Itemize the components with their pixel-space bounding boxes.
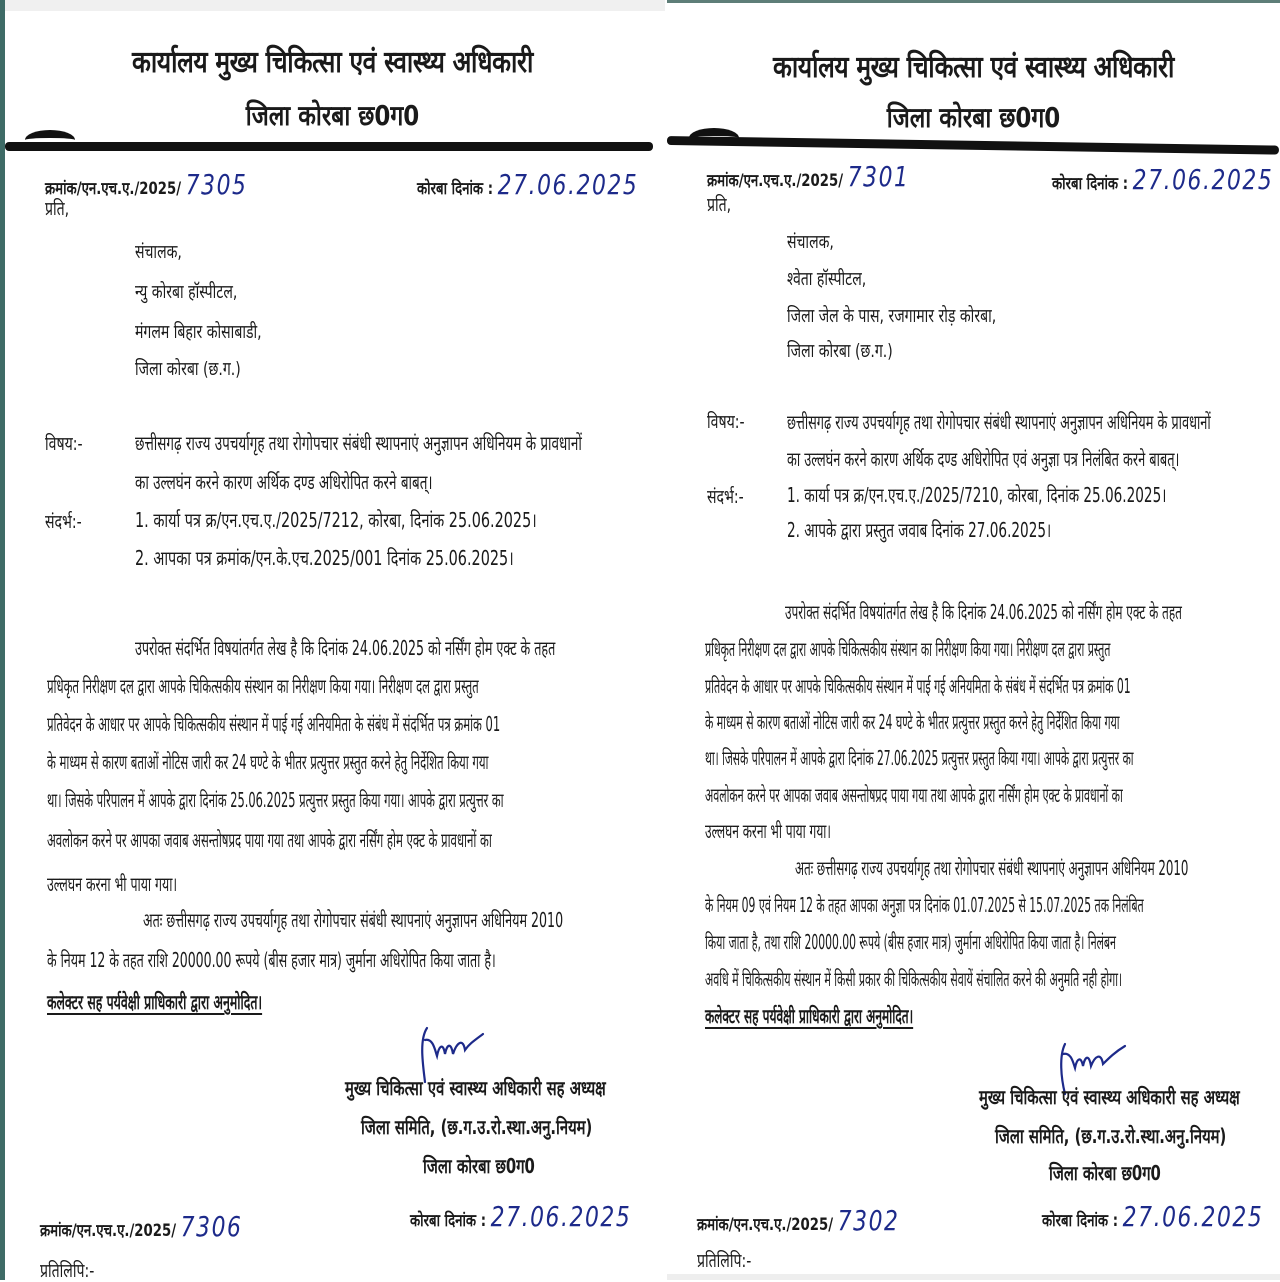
- address-line: मंगलम बिहार कोसाबाडी,: [135, 321, 262, 343]
- ref-prefix: क्रमांक/एन.एच.ए./2025/: [707, 171, 844, 191]
- body-line: प्रधिकृत निरीक्षण दल द्वारा आपके चिकित्सकीय संस्थान का निरीक्षण किया गया। निरीक्षण दल द्वारा प्रस्तुत: [705, 637, 1111, 661]
- address-line: न्यु कोरबा हॉस्पीटल,: [135, 281, 238, 303]
- order-line: अतः छत्तीसगढ़ राज्य उपचर्यागृह तथा रोगोपचार संबंधी स्थापनाएं अनुज्ञापन अधिनियम 2010: [143, 908, 564, 932]
- body-line: उपरोक्त संदर्भित विषयांतर्गत लेख है कि दिनांक 24.06.2025 को नर्सिंग होम एक्ट के तहत: [785, 600, 1182, 624]
- office-title: कार्यालय मुख्य चिकित्सा एवं स्वास्थ्य अधिकारी: [772, 50, 1175, 85]
- address-line: श्वेता हॉस्पीटल,: [787, 268, 867, 290]
- office-title: कार्यालय मुख्य चिकित्सा एवं स्वास्थ्य अधिकारी: [131, 45, 534, 80]
- signatory-line: मुख्य चिकित्सा एवं स्वास्थ्य अधिकारी सह अध्यक्ष: [979, 1085, 1240, 1109]
- to-label: प्रति,: [45, 198, 70, 220]
- copy-ref-prefix: क्रमांक/एन.एच.ए./2025/: [40, 1221, 177, 1241]
- body-line: था। जिसके परिपालन में आपके द्वारा दिनांक 25.06.2025 प्रत्युत्तर प्रस्तुत किया गया। आपके द्वारा प्रत्युत्तर का: [47, 788, 504, 812]
- copy-ref-prefix: क्रमांक/एन.एच.ए./2025/: [697, 1215, 834, 1235]
- body-line: के माध्यम से कारण बताओं नोटिस जारी कर 24 घण्टे के भीतर प्रत्युत्तर प्रस्तुत करने हेतु निर्देशित किया गया: [705, 710, 1120, 734]
- body-line: प्रतिवेदन के आधार पर आपके चिकित्सकीय संस्थान में पाई गई अनियमिता के संबंध में संदर्भित पत्र क्रमांक 01: [47, 712, 501, 736]
- date-handwritten: 27.06.2025: [1132, 163, 1274, 196]
- copy-ref-number-handwritten: 7306: [180, 1210, 243, 1243]
- copy-date: [1042, 1200, 1263, 1233]
- copy-label: प्रतिलिपि:-: [697, 1250, 752, 1272]
- signatory-line: जिला कोरबा छ0ग0: [423, 1154, 535, 1178]
- subject-label: विषय:-: [707, 411, 745, 433]
- body-line: उल्लघन करना भी पाया गया।: [705, 819, 831, 843]
- ref-prefix: क्रमांक/एन.एच.ए./2025/: [45, 179, 182, 199]
- approval-note: कलेक्टर सह पर्यवेक्षी प्राधिकारी द्वारा अनुमोदित।: [47, 990, 263, 1014]
- copy-date-label: कोरबा दिनांक :: [1042, 1211, 1119, 1231]
- subject-line: का उल्लघंन करने कारण अर्थिक दण्ड अधिरोपित करने बाबत्।: [135, 470, 433, 494]
- date-handwritten: 27.06.2025: [497, 168, 639, 201]
- address-line: संचालक,: [787, 231, 834, 253]
- header-rule: [5, 142, 653, 151]
- body-line: उपरोक्त संदर्भित विषयांतर्गत लेख है कि दिनांक 24.06.2025 को नर्सिंग होम एक्ट के तहत: [135, 636, 556, 660]
- copy-label: प्रतिलिपि:-: [40, 1260, 95, 1282]
- body-line: प्रतिवेदन के आधार पर आपके चिकित्सकीय संस्थान में पाई गई अनियमिता के संबंध में संदर्भित पत्र क्रमांक 01: [705, 674, 1131, 698]
- address-line: जिला जेल के पास, रजगामार रोड़ कोरबा,: [787, 305, 997, 327]
- body-line: के माध्यम से कारण बताओं नोटिस जारी कर 24 घण्टे के भीतर प्रत्युत्तर प्रस्तुत करने हेतु निर्देशित किया गया: [47, 750, 489, 774]
- address-line: जिला कोरबा (छ.ग.): [787, 340, 893, 362]
- body-line: उल्लघन करना भी पाया गया।: [47, 872, 178, 896]
- subject-line: छत्तीसगढ़ राज्य उपचर्यागृह तथा रोगोपचार संबंधी स्थापनाएं अनुज्ञापन अधिनियम के प्रावधानों: [787, 410, 1211, 434]
- reference-item: 2. आपके द्वारा प्रस्तुत जवाब दिनांक 27.06.2025।: [787, 518, 1052, 542]
- copy-date-handwritten: 27.06.2025: [490, 1200, 632, 1233]
- signatory-line: जिला समिति, (छ.ग.उ.रो.स्था.अनु.नियम): [361, 1115, 593, 1139]
- reference-number: [45, 168, 248, 201]
- reference-item: 1. कार्या पत्र क्र/एन.एच.ए./2025/7210, कोरबा, दिनांक 25.06.2025।: [787, 483, 1167, 507]
- copy-reference-number: [697, 1204, 900, 1237]
- reference-number: [707, 160, 910, 193]
- date-label: कोरबा दिनांक :: [417, 179, 494, 199]
- letter-date: [417, 168, 638, 201]
- letter-right: [667, 0, 1280, 1280]
- signatory-line: मुख्य चिकित्सा एवं स्वास्थ्य अधिकारी सह अध्यक्ष: [345, 1076, 606, 1100]
- reference-item: 2. आपका पत्र क्रमांक/एन.के.एच.2025/001 दिनांक 25.06.2025।: [135, 546, 514, 570]
- office-subtitle: जिला कोरबा छ0ग0: [245, 99, 420, 132]
- address-line: जिला कोरबा (छ.ग.): [135, 358, 241, 380]
- office-subtitle: जिला कोरबा छ0ग0: [886, 101, 1061, 134]
- approval-note: कलेक्टर सह पर्यवेक्षी प्राधिकारी द्वारा अनुमोदित।: [705, 1004, 914, 1028]
- order-line: के नियम 09 एवं नियम 12 के तहत आपका अनुज्ञा पत्र दिनांक 01.07.2025 से 15.07.2025 तक निलंबित: [705, 893, 1144, 917]
- ref-number-handwritten: 7301: [847, 160, 910, 193]
- letter-left: [5, 0, 660, 1280]
- body-line: प्रधिकृत निरीक्षण दल द्वारा आपके चिकित्सकीय संस्थान का निरीक्षण किया गया। निरीक्षण दल द्वारा प्रस्तुत: [47, 674, 479, 698]
- address-line: संचालक,: [135, 241, 182, 263]
- to-label: प्रति,: [707, 194, 732, 216]
- body-line: अवलोकन करने पर आपका जवाब असन्तोषप्रद पाया गया तथा आपके द्वारा नर्सिंग होम एक्ट के प्रावधानों का: [47, 828, 492, 852]
- order-line: अवधि में चिकित्सकीय संस्थान में किसी प्रकार की चिकित्सकीय सेवायें संचालित करने की अनुमति नही होगा।: [705, 967, 1123, 991]
- copy-ref-number-handwritten: 7302: [837, 1204, 900, 1237]
- order-line: अतः छत्तीसगढ़ राज्य उपचर्यागृह तथा रोगोपचार संबंधी स्थापनाएं अनुज्ञापन अधिनियम 2010: [795, 856, 1189, 880]
- reference-item: 1. कार्या पत्र क्र/एन.एच.ए./2025/7212, कोरबा, दिनांक 25.06.2025।: [135, 508, 537, 532]
- signatory-line: जिला समिति, (छ.ग.उ.रो.स्था.अनु.नियम): [995, 1124, 1227, 1148]
- signatory-line: जिला कोरबा छ0ग0: [1049, 1161, 1161, 1185]
- ref-number-handwritten: 7305: [185, 168, 248, 201]
- order-line: के नियम 12 के तहत राशि 20000.00 रूपये (बीस हजार मात्र) जुर्माना अधिरोपित किया जाता है।: [47, 948, 496, 972]
- date-label: कोरबा दिनांक :: [1052, 174, 1129, 194]
- copy-date: [410, 1200, 631, 1233]
- reference-label: संदर्भ:-: [707, 486, 744, 508]
- copy-date-handwritten: 27.06.2025: [1122, 1200, 1264, 1233]
- subject-label: विषय:-: [45, 433, 83, 455]
- body-line: था। जिसके परिपालन में आपके द्वारा दिनांक 27.06.2025 प्रत्युत्तर प्रस्तुत किया गया। आपके द्वारा प्रत्युत्तर का: [705, 746, 1134, 770]
- header-rule: [667, 136, 1279, 155]
- subject-line: का उल्लघंन करने कारण अर्थिक दण्ड अधिरोपित एवं अनुज्ञा पत्र निलंबित करने बाबत्।: [787, 447, 1180, 471]
- letter-date: [1052, 163, 1273, 196]
- body-line: अवलोकन करने पर आपका जवाब असन्तोषप्रद पाया गया तथा आपके द्वारा नर्सिंग होम एक्ट के प्रावधानों का: [705, 783, 1123, 807]
- reference-label: संदर्भ:-: [45, 511, 82, 533]
- copy-reference-number: [40, 1210, 243, 1243]
- subject-line: छत्तीसगढ़ राज्य उपचर्यागृह तथा रोगोपचार संबंधी स्थापनाएं अनुज्ञापन अधिनियम के प्रावधानों: [135, 431, 582, 455]
- copy-date-label: कोरबा दिनांक :: [410, 1211, 487, 1231]
- order-line: किया जाता है, तथा राशि 20000.00 रूपये (बीस हजार मात्र) जुर्माना अधिरोपित किया जाता है। निलंबन: [705, 930, 1117, 954]
